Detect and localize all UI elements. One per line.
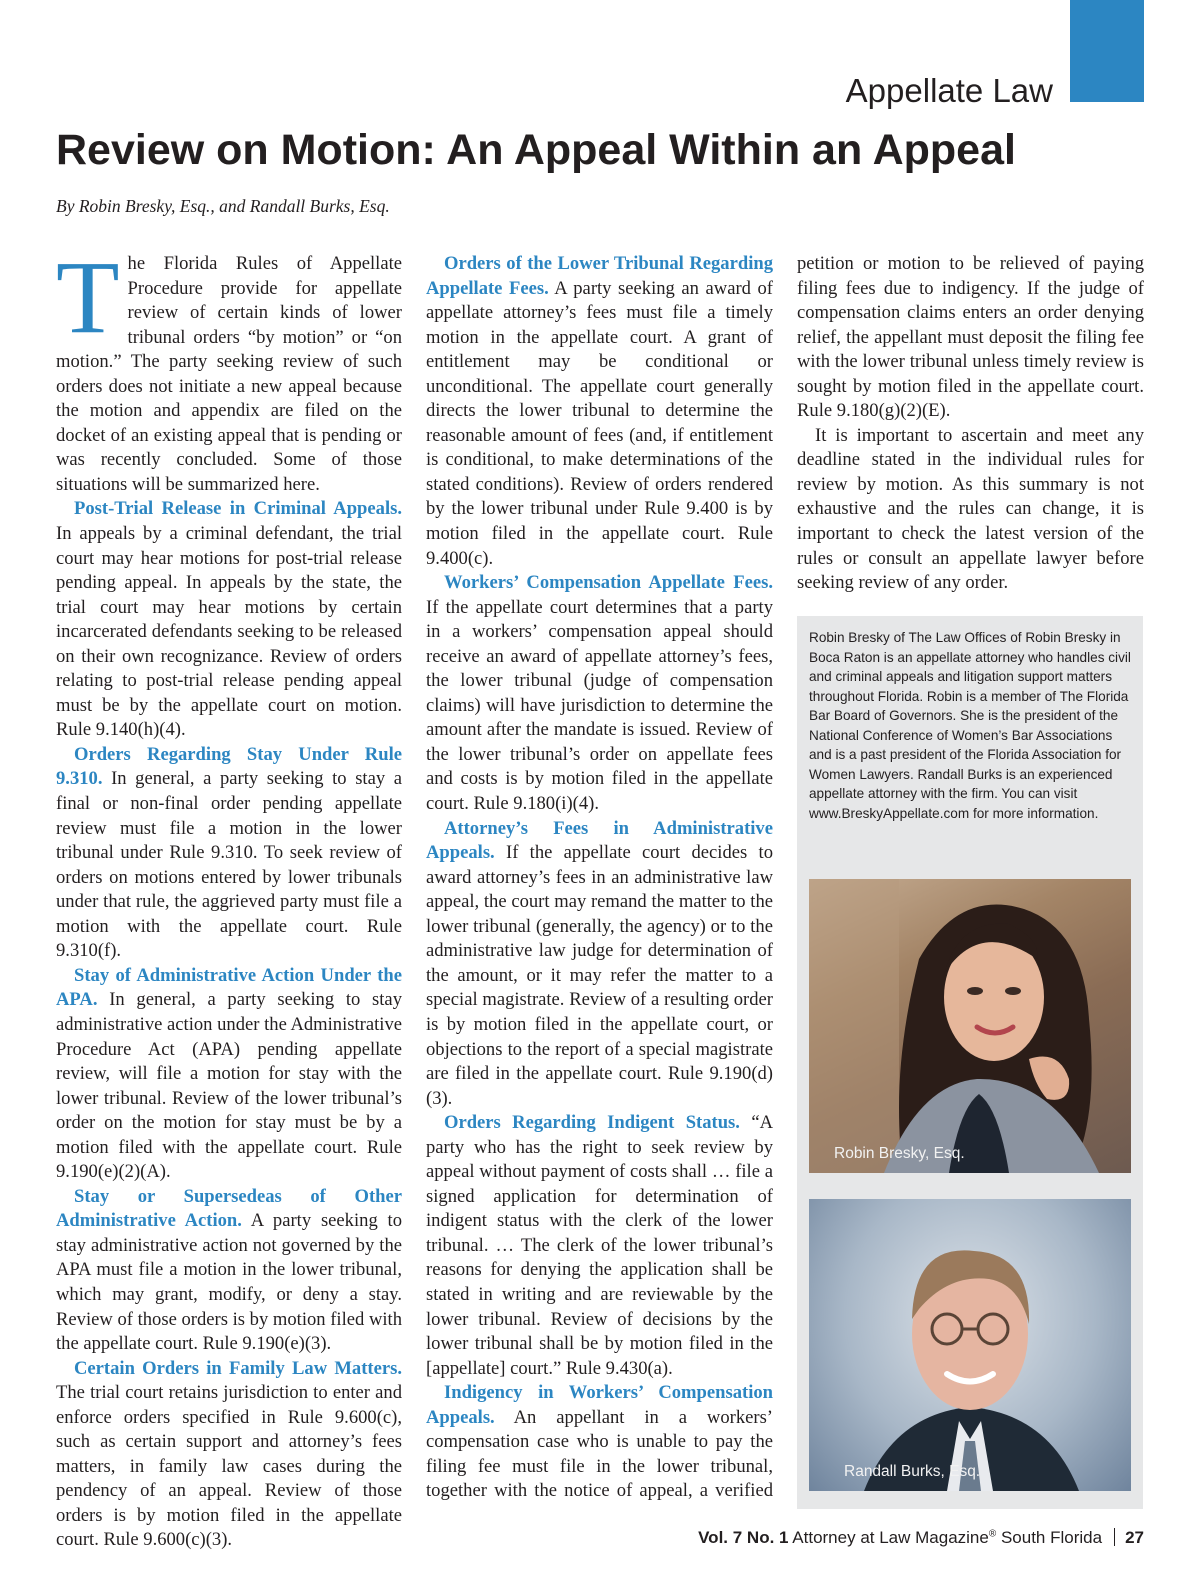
section-paragraph xyxy=(56,1185,402,1357)
author-sidebar xyxy=(797,616,1143,1509)
portrait-illustration xyxy=(809,1199,1131,1491)
section-paragraph xyxy=(56,964,402,1185)
section-paragraph xyxy=(56,743,402,964)
section-text: In general, a party seeking to stay administrative action under the Administrative Procedure Act (APA) pending appellate review, will file a motion for stay with the lower tribunal. Review of the lower tribunal’s order on the motion for stay must be by a motion filed with the appellate court. Rule 9.190(e)(2)(A). xyxy=(56,989,402,1183)
registered-mark: ® xyxy=(988,1528,997,1540)
page-footer xyxy=(698,1528,1144,1548)
section-text: “A party who has the right to seek review by appeal without payment of costs shall … file a signed application for determination of indigent status with the clerk of the lower tribunal. … The clerk of the lower tribunal’s reasons for denying the application shall be stated in writing and are reviewable by the lower tribunal. Review of decisions by the lower tribunal shall be by motion filed in the [appellate] court.” Rule 9.430(a). xyxy=(426,1112,773,1379)
section-text: In general, a party seeking to stay a final or non-final order pending appellate review must file a motion in the lower tribunal under Rule 9.310. To seek review of orders on motions entered by lower tribunals under that rule, the aggrieved party must file a motion with the appellate court. Rule 9.310(f). xyxy=(56,768,402,962)
section-color-tab xyxy=(1070,0,1144,102)
photo-caption: Robin Bresky, Esq. xyxy=(834,1145,965,1162)
article-title: Review on Motion: An Appeal Within an Appeal xyxy=(56,126,1016,174)
portrait-illustration xyxy=(809,879,1131,1173)
section-text: An appellant in a workers’ compensation case who is unable to pay the filing fee must file in the lower tribunal, together with the notice of appeal, a verified xyxy=(426,1406,773,1502)
magazine-name: Attorney at Law Magazine xyxy=(792,1528,989,1547)
edition-name: South Florida xyxy=(1000,1528,1103,1547)
intro-text: he Florida Rules of Appellate Procedure provide for appellate review of certain kinds of lower tribunal orders “by motion” or “on motion.” The party seeking review of such orders does not initiate a new appeal because the motion and appendix are filed on the docket of an existing appeal that is pending or was recently concluded. Some of those situations will be summarized here. xyxy=(56,253,402,495)
photo-caption: Randall Burks, Esq. xyxy=(844,1463,981,1480)
section-paragraph xyxy=(426,1111,773,1381)
section-label: Appellate Law xyxy=(845,72,1053,109)
section-heading: Certain Orders in Family Law Matters. xyxy=(74,1357,402,1379)
section-paragraph xyxy=(426,252,773,571)
section-paragraph xyxy=(426,817,773,1112)
section-text: A party seeking to stay administrative action not governed by the APA must file a motion in the lower tribunal, which may grant, modify, or deny a stay. Review of those orders is by motion filed with the appellate court. Rule 9.190(e)(3). xyxy=(56,1210,403,1355)
byline: By Robin Bresky, Esq., and Randall Burks, Esq. xyxy=(56,196,390,216)
page-number: 27 xyxy=(1125,1528,1144,1547)
continued-paragraph: petition or motion to be relieved of paying filing fees due to indigency. If the judge of compensation claims enters an order denying relief, the appellant must deposit the filing fee with the lower tribunal unless timely review is sought by motion filed in the appellate court. Rule 9.180(g)(2)(E). xyxy=(797,253,1144,422)
section-text: A party seeking an award of appellate attorney’s fees must file a timely motion in the appellate court. A grant of entitlement may be conditional or unconditional. The appellate court generally directs the lower tribunal to determine the reasonable amount of fees (and, if entitlement is conditional, to make determinations of the stated conditions). Review of orders rendered by the lower tribunal under Rule 9.400 is by motion filed in the appellate court. Rule 9.400(c). xyxy=(426,277,773,569)
section-heading: Orders Regarding Indigent Status. xyxy=(444,1112,740,1134)
section-heading: Indigency in Workers’ Compensation Appeals. xyxy=(426,1382,773,1428)
section-heading: Stay or Supersedeas of Other Administrative Action. xyxy=(56,1185,402,1232)
intro-paragraph xyxy=(56,240,402,497)
footer-divider xyxy=(1114,1528,1115,1546)
column-3 xyxy=(797,252,1144,596)
drop-cap: T xyxy=(56,240,120,355)
author-photo-robin-bresky xyxy=(809,879,1131,1173)
column-2 xyxy=(426,252,773,1504)
author-photo-randall-burks xyxy=(809,1199,1131,1491)
section-heading: Attorney’s Fees in Administrative Appeals. xyxy=(426,817,773,864)
section-paragraph xyxy=(426,571,773,816)
column-1 xyxy=(56,240,403,1553)
section-paragraph xyxy=(426,1381,773,1504)
section-heading: Orders Regarding Stay Under Rule 9.310. xyxy=(56,743,402,790)
section-heading: Workers’ Compensation Appellate Fees. xyxy=(444,572,773,594)
section-text: If the appellate court decides to award attorney’s fees in an administrative law appeal, the court may remand the matter to the lower tribunal (generally, the agency) or to the administrative law judge for determination of the amount, or it may refer the matter to a special magistrate. Review of a resulting order is by motion filed in the appellate court, or objections to the report of a special magistrate are filed in the appellate court. Rule 9.190(d)(3). xyxy=(426,842,773,1109)
author-bio: Robin Bresky of The Law Offices of Robin Bresky in Boca Raton is an appellate attorney who handles civil and criminal appeals and litigation support matters throughout Florida. Robin is a member of The Florida Bar Board of Governors. She is the president of the National Conference of Women’s Bar Associations and is a past president of the Florida Association for Women Lawyers. Randall Burks is an experienced appellate attorney with the firm. You can visit www.BreskyAppellate.com for more information. xyxy=(809,630,1131,821)
section-text: If the appellate court determines that a party in a workers’ compensation appeal should receive an award of appellate attorney’s fees, the lower tribunal (judge of compensation claims) will have jurisdiction to determine the amount after the mandate is issued. Review of the lower tribunal’s order on appellate fees and costs is by motion filed in the appellate court. Rule 9.180(i)(4). xyxy=(426,596,773,815)
section-paragraph xyxy=(56,1357,402,1553)
section-heading: Post-Trial Release in Criminal Appeals. xyxy=(74,498,402,520)
closing-paragraph: It is important to ascertain and meet any deadline stated in the individual rules for review by motion. As this summary is not exhaustive and the rules can change, it is important to check the latest version of the rules or consult an appellate lawyer before seeking review of any order. xyxy=(797,424,1144,594)
section-text: In appeals by a criminal defendant, the trial court may hear motions for post-trial release pending appeal. In appeals by the state, the trial court may hear motions by certain incarcerated defendants seeking to be released on their own recognizance. Review of orders relating to post-trial release pending appeal must be by the appellate court on motion. Rule 9.140(h)(4). xyxy=(56,523,402,741)
volume-issue: Vol. 7 No. 1 xyxy=(698,1528,789,1547)
section-paragraph xyxy=(56,497,402,742)
section-heading: Stay of Administrative Action Under the APA. xyxy=(56,964,402,1011)
section-text: The trial court retains jurisdiction to enter and enforce orders specified in Rule 9.600(c), such as certain support and attorney’s fees matters, in family law cases during the pendency of an appeal. Review of those orders is by motion filed in the appellate court. Rule 9.600(c)(3). xyxy=(56,1382,402,1551)
section-heading: Orders of the Lower Tribunal Regarding Appellate Fees. xyxy=(426,253,773,299)
